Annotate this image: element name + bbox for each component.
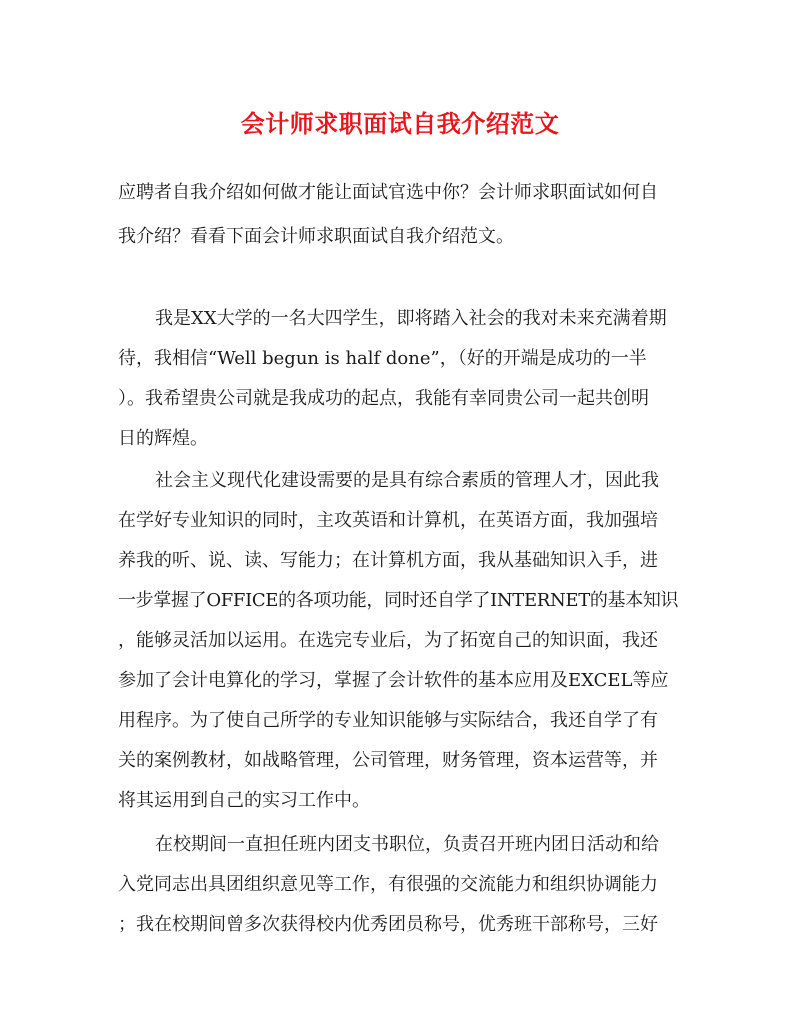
text-line: ；我在校期间曾多次获得校内优秀团员称号，优秀班干部称号，三好 [118, 914, 658, 935]
text-line: 社会主义现代化建设需要的是具有综合素质的管理人才，因此我 [155, 470, 659, 491]
text-line: 日的辉煌。 [118, 428, 208, 449]
text-line: 在校期间一直担任班内团支书职位，负责召开班内团日活动和给 [155, 834, 659, 855]
text-line: 参加了会计电算化的学习，掌握了会计软件的基本应用及EXCEL等应 [118, 670, 669, 691]
text-line: ，能够灵活加以运用。在选完专业后，为了拓宽自己的知识面，我还 [118, 630, 658, 651]
text-line: 待，我相信“Well begun is half done”，（好的开端是成功的一半 [118, 348, 647, 369]
text-line: 应聘者自我介绍如何做才能让面试官选中你？会计师求职面试如何自 [118, 182, 658, 203]
text-line: 我介绍？看看下面会计师求职面试自我介绍范文。 [118, 226, 514, 247]
text-line: 一步掌握了OFFICE的各项功能，同时还自学了INTERNET的基本知识 [118, 590, 679, 611]
document-title: 会计师求职面试自我介绍范文 [240, 109, 560, 138]
text-line: 入党同志出具团组织意见等工作，有很强的交流能力和组织协调能力 [118, 874, 658, 895]
text-line: 我是XX大学的一名大四学生，即将踏入社会的我对未来充满着期 [155, 308, 667, 329]
text-line: ）。我希望贵公司就是我成功的起点，我能有幸同贵公司一起共创明 [118, 388, 649, 409]
text-line: 关的案例教材，如战略管理，公司管理，财务管理，资本运营等，并 [118, 750, 658, 771]
text-line: 将其运用到自己的实习工作中。 [118, 790, 370, 811]
text-line: 养我的听、说、读、写能力；在计算机方面，我从基础知识入手，进 [118, 550, 658, 571]
text-line: 在学好专业知识的同时，主攻英语和计算机，在英语方面，我加强培 [118, 510, 658, 531]
text-line: 用程序。为了使自己所学的专业知识能够与实际结合，我还自学了有 [118, 710, 658, 731]
